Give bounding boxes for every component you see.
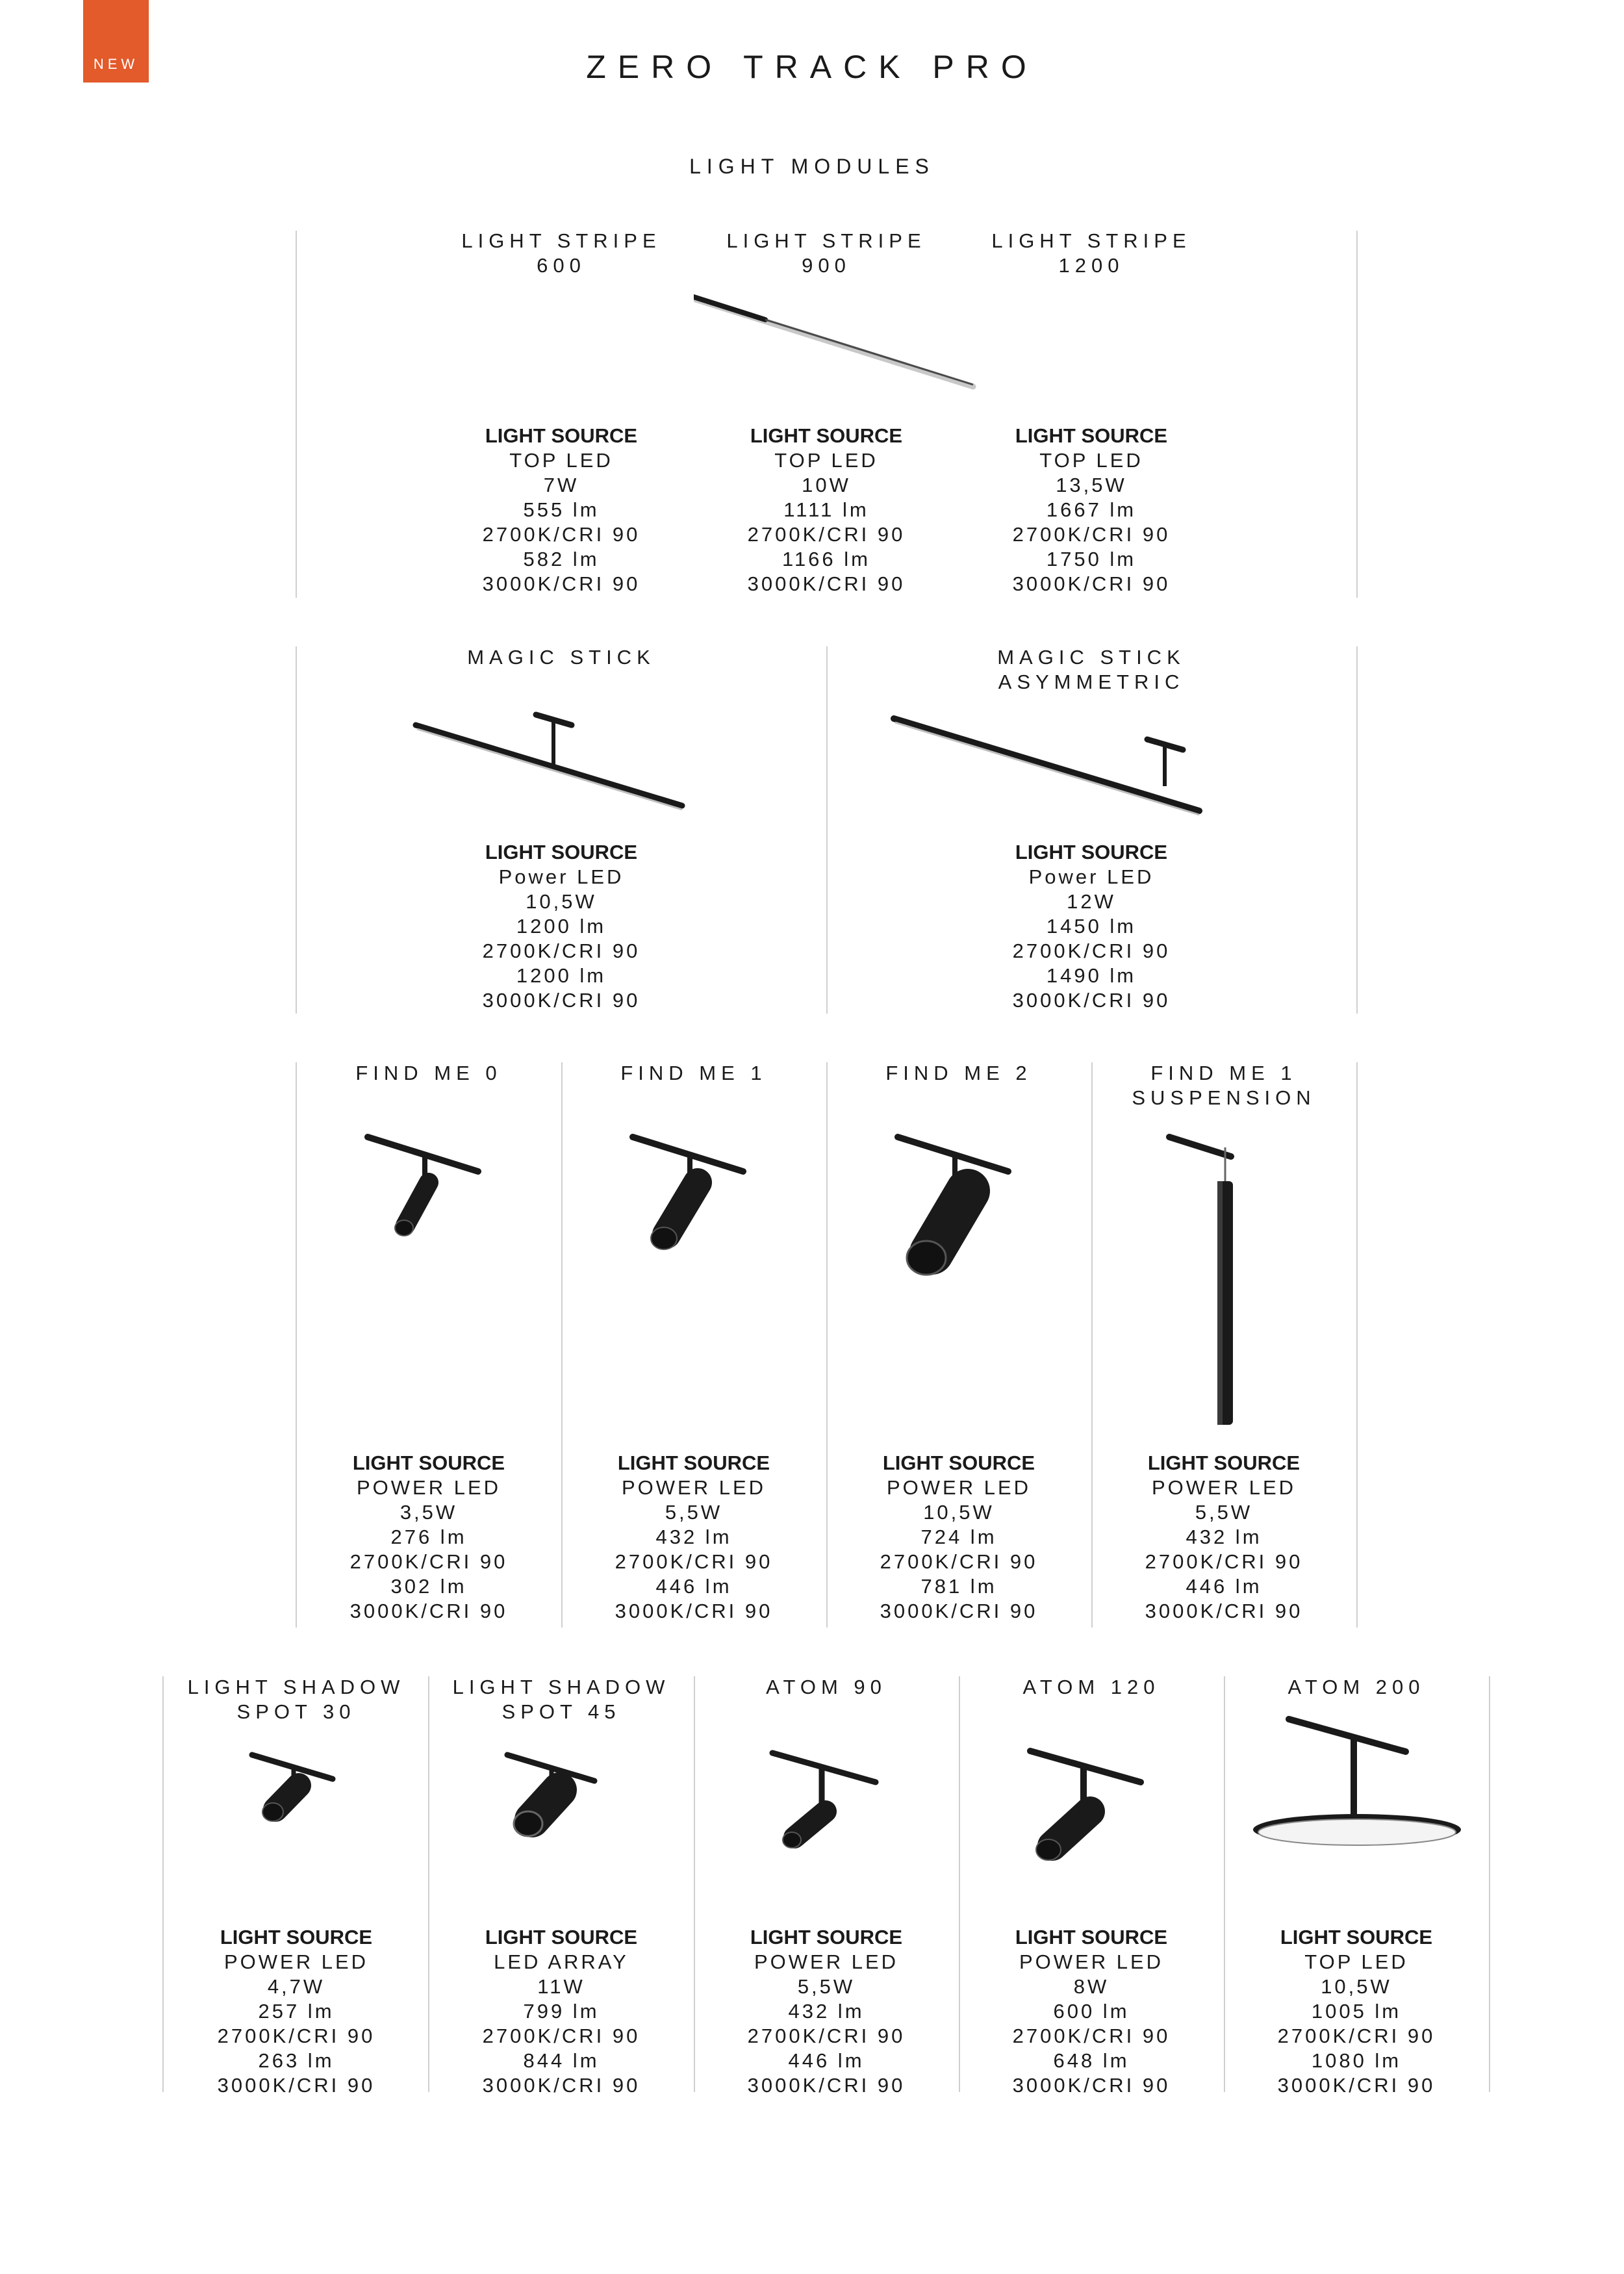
- divider-line: [296, 646, 297, 1014]
- spec-source: POWER LED: [886, 1476, 1032, 1499]
- magic-stick-asymmetric-image: [887, 707, 1212, 821]
- spec-heading: LIGHT SOURCE: [617, 1451, 770, 1474]
- product-specs: [429, 840, 694, 1013]
- spec-lumen-3000: 844 lm: [523, 2049, 600, 2072]
- spec-cri-3000: 3000K/CRI 90: [1012, 989, 1171, 1012]
- spec-power: 10W: [802, 474, 851, 496]
- product-name-line1: MAGIC STICK: [467, 646, 655, 669]
- spec-heading: LIGHT SOURCE: [485, 1926, 638, 1948]
- spec-lumen-2700: 276 lm: [390, 1526, 467, 1548]
- spec-cri-2700: 2700K/CRI 90: [349, 1550, 508, 1573]
- divider-line: [826, 646, 828, 1014]
- spec-cri-3000: 3000K/CRI 90: [1012, 572, 1171, 595]
- product-name-line1: LIGHT SHADOW: [187, 1676, 405, 1698]
- find-me-2-image: [891, 1129, 1041, 1298]
- product-name-line2: SPOT 30: [236, 1700, 356, 1723]
- product-name-line2: SUSPENSION: [1132, 1086, 1316, 1109]
- spec-lumen-2700: 432 lm: [655, 1526, 732, 1548]
- spec-cri-2700: 2700K/CRI 90: [217, 2025, 375, 2047]
- product-specs: [429, 424, 694, 596]
- spec-lumen-2700: 432 lm: [788, 2000, 865, 2023]
- product-specs: [296, 1451, 561, 1624]
- product-name: [429, 1675, 694, 1724]
- product-name: [1091, 1061, 1356, 1110]
- spec-cri-3000: 3000K/CRI 90: [1277, 2074, 1436, 2097]
- spec-source: LED ARRAY: [494, 1950, 629, 1973]
- product-specs: [826, 1451, 1091, 1624]
- divider-line: [1489, 1676, 1490, 2092]
- product-name-line1: LIGHT STRIPE: [726, 229, 926, 252]
- product-specs: [959, 840, 1224, 1013]
- product-name: [296, 1061, 561, 1086]
- spec-lumen-2700: 799 lm: [523, 2000, 600, 2023]
- find-me-1-suspension-image: [1163, 1129, 1293, 1441]
- spec-cri-3000: 3000K/CRI 90: [482, 572, 641, 595]
- product-name-line1: LIGHT STRIPE: [461, 229, 661, 252]
- spec-cri-2700: 2700K/CRI 90: [880, 1550, 1038, 1573]
- page-title: ZERO TRACK PRO: [586, 49, 1038, 85]
- product-name: [1224, 1675, 1489, 1700]
- spec-source: POWER LED: [1019, 1950, 1164, 1973]
- product-specs: [959, 1925, 1224, 2098]
- spec-lumen-2700: 257 lm: [258, 2000, 335, 2023]
- spec-heading: LIGHT SOURCE: [485, 841, 638, 863]
- product-atom-120: [959, 1675, 1224, 2097]
- spec-lumen-2700: 600 lm: [1053, 2000, 1130, 2023]
- spec-cri-2700: 2700K/CRI 90: [1012, 939, 1171, 962]
- spec-lumen-2700: 724 lm: [920, 1526, 997, 1548]
- spec-heading: LIGHT SOURCE: [882, 1451, 1035, 1474]
- spec-lumen-2700: 1200 lm: [516, 915, 607, 938]
- product-specs: [694, 1925, 959, 2098]
- spec-source: POWER LED: [754, 1950, 899, 1973]
- product-name-line1: LIGHT STRIPE: [991, 229, 1191, 252]
- product-name-line1: MAGIC STICK: [997, 646, 1186, 669]
- spec-lumen-2700: 555 lm: [523, 498, 600, 521]
- spec-lumen-3000: 263 lm: [258, 2049, 335, 2072]
- spec-lumen-2700: 1111 lm: [783, 498, 869, 521]
- product-name-line2: 900: [802, 254, 851, 277]
- spec-lumen-3000: 1080 lm: [1311, 2049, 1402, 2072]
- product-light-stripe-1200: [959, 229, 1224, 599]
- spec-lumen-3000: 1490 lm: [1046, 964, 1137, 987]
- product-name-line1: ATOM 120: [1022, 1676, 1160, 1698]
- spec-cri-3000: 3000K/CRI 90: [747, 572, 906, 595]
- spec-lumen-3000: 648 lm: [1053, 2049, 1130, 2072]
- spec-cri-2700: 2700K/CRI 90: [747, 523, 906, 546]
- spec-source: Power LED: [498, 865, 624, 888]
- spec-source: Power LED: [1028, 865, 1154, 888]
- spec-power: 7W: [543, 474, 579, 496]
- spec-cri-3000: 3000K/CRI 90: [615, 1600, 773, 1622]
- product-light-shadow-spot-30: [164, 1675, 429, 2097]
- spec-lumen-2700: 1667 lm: [1046, 498, 1137, 521]
- product-name-line1: LIGHT SHADOW: [452, 1676, 670, 1698]
- product-light-stripe-900: [694, 229, 959, 599]
- product-magic-stick: [429, 645, 694, 1016]
- product-name-line1: FIND ME 1: [1150, 1062, 1297, 1084]
- spec-cri-3000: 3000K/CRI 90: [482, 989, 641, 1012]
- spec-source: POWER LED: [223, 1950, 369, 1973]
- find-me-0-image: [361, 1129, 504, 1253]
- spec-source: TOP LED: [1304, 1950, 1408, 1973]
- new-badge: NEW: [83, 0, 149, 83]
- spec-heading: LIGHT SOURCE: [352, 1451, 505, 1474]
- spec-cri-2700: 2700K/CRI 90: [1012, 2025, 1171, 2047]
- product-name: [561, 1061, 826, 1086]
- spec-source: POWER LED: [356, 1476, 501, 1499]
- product-specs: [164, 1925, 429, 2098]
- spec-power: 4,7W: [267, 1975, 325, 1998]
- spec-cri-3000: 3000K/CRI 90: [482, 2074, 641, 2097]
- spec-lumen-3000: 302 lm: [390, 1575, 467, 1598]
- spec-lumen-3000: 1166 lm: [782, 548, 870, 570]
- spec-source: TOP LED: [1039, 449, 1143, 472]
- spec-lumen-3000: 446 lm: [655, 1575, 732, 1598]
- spec-cri-3000: 3000K/CRI 90: [217, 2074, 375, 2097]
- spec-lumen-2700: 432 lm: [1186, 1526, 1262, 1548]
- spec-cri-2700: 2700K/CRI 90: [482, 939, 641, 962]
- product-name-line2: 600: [537, 254, 586, 277]
- product-specs: [1091, 1451, 1356, 1624]
- spec-power: 13,5W: [1056, 474, 1127, 496]
- product-name: [826, 1061, 1091, 1086]
- spec-cri-2700: 2700K/CRI 90: [1012, 523, 1171, 546]
- spec-cri-2700: 2700K/CRI 90: [1277, 2025, 1436, 2047]
- product-find-me-1-suspension: [1091, 1061, 1356, 1626]
- atom-90-image: [768, 1746, 898, 1876]
- spec-cri-3000: 3000K/CRI 90: [349, 1600, 508, 1622]
- product-atom-90: [694, 1675, 959, 2097]
- product-name-line1: FIND ME 2: [885, 1062, 1032, 1084]
- spec-lumen-3000: 1200 lm: [516, 964, 607, 987]
- spec-lumen-3000: 446 lm: [1186, 1575, 1262, 1598]
- spec-heading: LIGHT SOURCE: [750, 1926, 903, 1948]
- product-name: [959, 229, 1224, 278]
- spec-source: POWER LED: [1151, 1476, 1297, 1499]
- product-specs: [694, 424, 959, 596]
- divider-line: [1356, 1062, 1358, 1628]
- spec-heading: LIGHT SOURCE: [220, 1926, 373, 1948]
- product-find-me-0: [296, 1061, 561, 1626]
- spec-lumen-3000: 781 lm: [920, 1575, 997, 1598]
- spec-source: POWER LED: [621, 1476, 767, 1499]
- spec-cri-2700: 2700K/CRI 90: [747, 2025, 906, 2047]
- spec-heading: LIGHT SOURCE: [750, 424, 903, 447]
- product-name-line2: 1200: [1058, 254, 1124, 277]
- product-magic-stick-asymmetric: [959, 645, 1224, 1016]
- spec-heading: LIGHT SOURCE: [485, 424, 638, 447]
- spec-heading: LIGHT SOURCE: [1147, 1451, 1300, 1474]
- spec-heading: LIGHT SOURCE: [1280, 1926, 1433, 1948]
- spec-cri-2700: 2700K/CRI 90: [482, 2025, 641, 2047]
- divider-line: [296, 231, 297, 598]
- spec-power: 10,5W: [526, 890, 597, 913]
- spec-power: 8W: [1073, 1975, 1110, 1998]
- spec-lumen-3000: 582 lm: [523, 548, 600, 570]
- spec-lumen-2700: 1005 lm: [1311, 2000, 1402, 2023]
- product-name: [694, 229, 959, 278]
- product-name: [959, 645, 1224, 695]
- spec-lumen-2700: 1450 lm: [1046, 915, 1137, 938]
- spec-power: 5,5W: [797, 1975, 856, 1998]
- spec-power: 12W: [1067, 890, 1116, 913]
- spec-cri-3000: 3000K/CRI 90: [880, 1600, 1038, 1622]
- spec-cri-2700: 2700K/CRI 90: [615, 1550, 773, 1573]
- product-name: [694, 1675, 959, 1700]
- product-find-me-1: [561, 1061, 826, 1626]
- light-shadow-spot-30-image: [248, 1750, 359, 1834]
- divider-line: [1356, 231, 1358, 598]
- divider-line: [1356, 646, 1358, 1014]
- product-name-line2: ASYMMETRIC: [998, 671, 1185, 693]
- product-name-line1: FIND ME 1: [620, 1062, 767, 1084]
- spec-cri-3000: 3000K/CRI 90: [1145, 1600, 1303, 1622]
- spec-power: 11W: [537, 1975, 585, 1998]
- spec-source: TOP LED: [509, 449, 613, 472]
- product-specs: [1224, 1925, 1489, 2098]
- product-name-line1: ATOM 90: [766, 1676, 887, 1698]
- atom-120-image: [1024, 1743, 1167, 1886]
- product-atom-200: [1224, 1675, 1489, 2097]
- spec-heading: LIGHT SOURCE: [1015, 1926, 1168, 1948]
- section-title: LIGHT MODULES: [689, 155, 935, 178]
- product-find-me-2: [826, 1061, 1091, 1626]
- product-name: [164, 1675, 429, 1724]
- spec-cri-3000: 3000K/CRI 90: [747, 2074, 906, 2097]
- spec-power: 5,5W: [665, 1501, 723, 1524]
- spec-power: 5,5W: [1195, 1501, 1253, 1524]
- product-name: [429, 645, 694, 670]
- spec-lumen-3000: 1750 lm: [1046, 548, 1137, 570]
- magic-stick-image: [409, 707, 715, 821]
- spec-cri-2700: 2700K/CRI 90: [482, 523, 641, 546]
- spec-source: TOP LED: [774, 449, 878, 472]
- spec-heading: LIGHT SOURCE: [1015, 841, 1168, 863]
- product-specs: [561, 1451, 826, 1624]
- spec-cri-3000: 3000K/CRI 90: [1012, 2074, 1171, 2097]
- product-light-shadow-spot-45: [429, 1675, 694, 2097]
- product-name: [429, 229, 694, 278]
- product-light-stripe-600: [429, 229, 694, 599]
- spec-power: 10,5W: [1321, 1975, 1392, 1998]
- spec-lumen-3000: 446 lm: [788, 2049, 865, 2072]
- spec-cri-2700: 2700K/CRI 90: [1145, 1550, 1303, 1573]
- product-name-line1: FIND ME 0: [355, 1062, 502, 1084]
- spec-heading: LIGHT SOURCE: [1015, 424, 1168, 447]
- product-name-line2: SPOT 45: [501, 1700, 621, 1723]
- product-specs: [429, 1925, 694, 2098]
- product-name-line1: ATOM 200: [1288, 1676, 1425, 1698]
- light-shadow-spot-45-image: [503, 1750, 633, 1854]
- product-specs: [959, 424, 1224, 596]
- atom-200-image: [1250, 1714, 1471, 1883]
- product-name: [959, 1675, 1224, 1700]
- find-me-1-image: [626, 1129, 769, 1272]
- spec-power: 10,5W: [923, 1501, 995, 1524]
- spec-power: 3,5W: [400, 1501, 458, 1524]
